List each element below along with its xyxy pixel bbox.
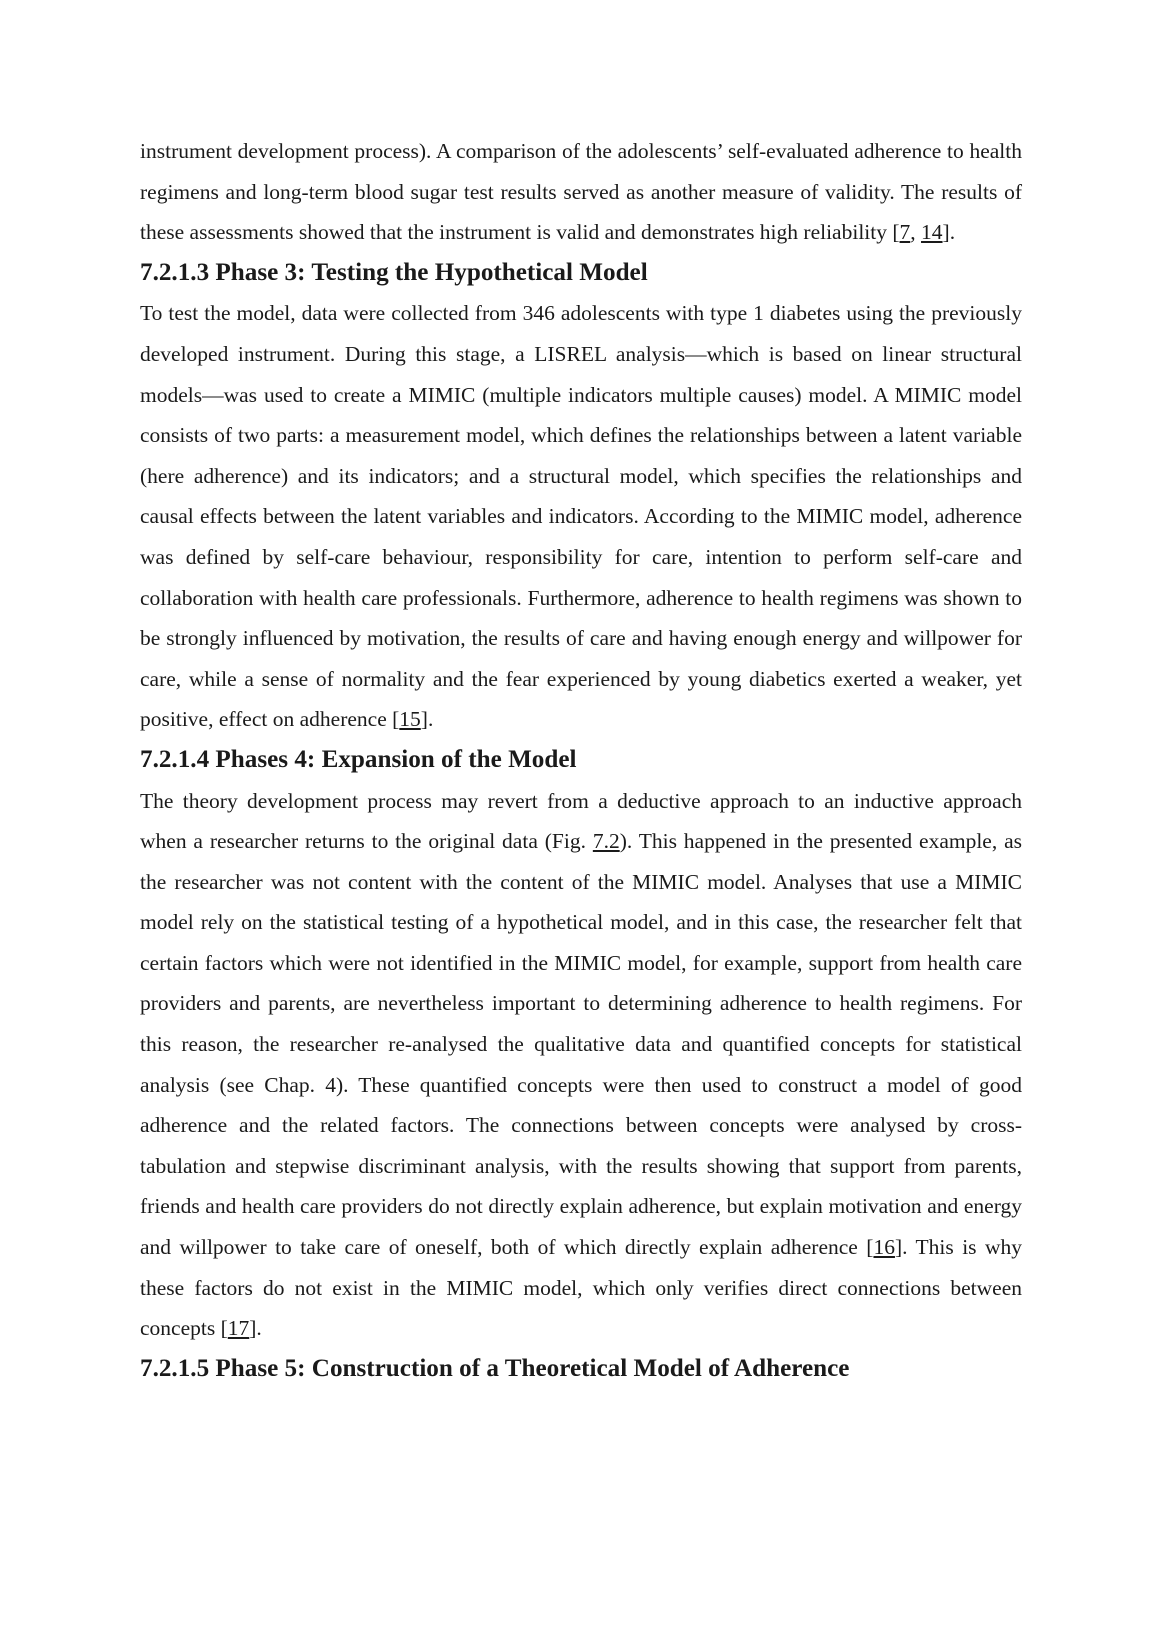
text-segment: instrument development process). A comparison of the adolescents’ self-evaluated adherence to health regimens and long-term blood sugar test results served as another measure of validity. The results of these assessments showed that the instrument is valid and demonstrates high reliability [ (140, 139, 1022, 245)
paragraph-phase-3 (140, 293, 1022, 740)
text-segment: ]. (942, 220, 956, 245)
citation-link-14[interactable]: 14 (921, 220, 943, 245)
paragraph-phase-4 (140, 781, 1022, 1349)
citation-link-7[interactable]: 7 (899, 220, 911, 245)
section-heading-phase-3: 7.2.1.3 Phase 3: Testing the Hypothetical Model (140, 258, 648, 286)
text-segment: The theory development process may revert from a deductive approach to an inductive approach when a researcher returns to the original data (Fig. (140, 788, 1022, 854)
paragraph-validity (140, 131, 1022, 253)
citation-link-16[interactable]: 16 (873, 1235, 895, 1260)
text-segment: ). This happened in the presented example, as the researcher was not content with the content of the MIMIC model. Analyses that use a MIMIC model rely on the statistical testing of a hypothetical model, and in this case, the researcher felt that certain factors which were not identified in the MIMIC model, for example, support from health care providers and parents, are nevertheless important to determining adherence to health regimens. For this reason, the researcher re-analysed the qualitative data and quantified concepts for statistical analysis (see Chap. 4). These quantified concepts were then used to construct a model of good adherence and the related factors. The connections between concepts were analysed by cross-tabulation and stepwise discriminant analysis, with the results showing that support from parents, friends and health care providers do not directly explain adherence, but explain motivation and energy and willpower to take care of oneself, both of which directly explain adherence [ (140, 829, 1022, 1260)
figure-link-7-2[interactable]: 7.2 (592, 829, 620, 854)
document-page (140, 131, 1022, 1389)
text-segment: ]. (420, 707, 434, 732)
section-heading-phase-5: 7.2.1.5 Phase 5: Construction of a Theoretical Model of Adherence (140, 1354, 850, 1382)
text-segment: ]. This is why these factors do not exist in the MIMIC model, which only verifies direct connections between concepts [ (140, 1235, 1022, 1341)
citation-link-15[interactable]: 15 (399, 707, 421, 732)
section-heading-phase-4: 7.2.1.4 Phases 4: Expansion of the Model (140, 745, 577, 773)
text-segment: To test the model, data were collected from 346 adolescents with type 1 diabetes using the previously developed instrument. During this stage, a LISREL analysis—which is based on linear structural models—was used to create a MIMIC (multiple indicators multiple causes) model. A MIMIC model consists of two parts: a measurement model, which defines the relationships between a latent variable (here adherence) and its indicators; and a structural model, which specifies the relationships and causal effects between the latent variables and indicators. According to the MIMIC model, adherence was defined by self-care behaviour, responsibility for care, intention to perform self-care and collaboration with health care professionals. Furthermore, adherence to health regimens was shown to be strongly influenced by motivation, the results of care and having enough energy and willpower for care, while a sense of normality and the fear experienced by young diabetics exerted a weaker, yet positive, effect on adherence [ (140, 301, 1022, 732)
text-segment: , (910, 220, 922, 245)
citation-link-17[interactable]: 17 (227, 1316, 250, 1341)
text-segment: ]. (249, 1316, 262, 1341)
